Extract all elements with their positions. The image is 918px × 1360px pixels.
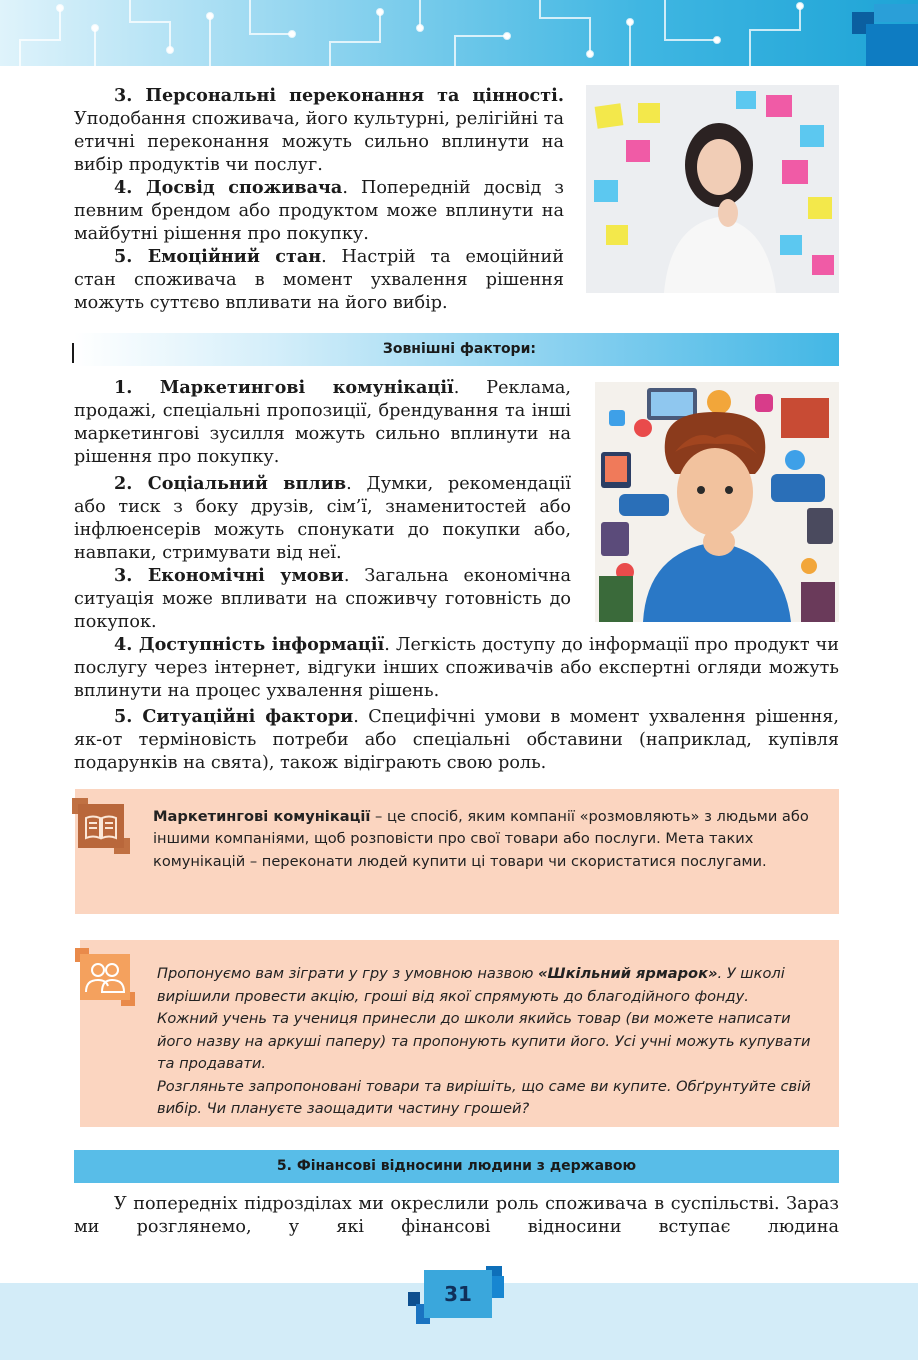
external-factors-label: Зовнішні фактори: xyxy=(382,341,536,357)
factor-text: . Настрій та емоційний стан споживача в момент ухвалення рішення можуть суттєво впливати на його вибір. xyxy=(74,247,564,313)
section-intro: У попередніх підрозділах ми окреслили роль споживача в суспільстві. Зараз ми розглянемо, у які фінансові відносини вступає людина xyxy=(74,1194,839,1237)
activity-question: Розгляньте запропоновані товари та вирішіть, що саме ви купите. Обґрунтуйте свій вибір. Чи плануєте заощадити частину грошей? xyxy=(157,1077,811,1117)
section-heading xyxy=(74,1150,839,1183)
factor-text: . Специфічні умови в момент ухвалення рішення, як-от терміновість потреби або спеціальні обставини (наприклад, купівля подарунків на свята), також відіграють свою роль. xyxy=(74,707,839,773)
page-number: 31 xyxy=(444,1282,472,1306)
activity-intro: Пропонуємо вам зіграти у гру з умовною назвою «Шкільний ярмарок». У школі вирішили провести акцію, гроші від якої спрямують до благодійного фонду. Кожний учень та учениця принесли до школи якийсь товар (ви можете написати його назву на аркуші паперу) та пропонують купити його. Усі учні можуть купувати та продавати. xyxy=(157,965,811,1072)
top-banner xyxy=(0,0,918,66)
definition-icon-frame xyxy=(72,798,130,854)
definition-body: – це спосіб, яким компанії «розмовляють» з людьми або іншими компаніями, щоб розповісти про свої товари або послуги. Мета таких комунікацій – переконати людей купити ці товари чи скористатися послугами. xyxy=(153,808,809,870)
section-heading-label: 5. Фінансові відносини людини з державою xyxy=(276,1158,637,1174)
activity-body: У школі вирішили провести акцію, гроші від якої спрямують до благодійного фонду. Кожний учень та учениця принесли до школи якийсь товар (ви можете написати його назву на аркуші паперу) та пропонують купити його. Усі учні можуть купувати та продавати. xyxy=(157,965,811,1072)
factor-title: 3. Економічні умови xyxy=(114,565,344,586)
external-factor-5 xyxy=(74,705,839,775)
internal-factor-3 xyxy=(74,84,564,177)
game-name: «Шкільний ярмарок» xyxy=(538,965,718,982)
heading-marker xyxy=(72,343,74,363)
external-factor-4 xyxy=(74,633,839,703)
factor-text: . Загальна економічна ситуація може впливати на споживчу готовність до покупок. xyxy=(74,566,571,632)
factor-title: 1. Маркетингові комунікації xyxy=(114,377,454,398)
photo-boy-social-media xyxy=(595,382,839,622)
internal-factor-4 xyxy=(74,176,564,246)
factor-title: 4. Досвід споживача xyxy=(114,177,343,198)
factor-title: 2. Соціальний вплив xyxy=(114,473,347,494)
definition-term: Маркетингові комунікації xyxy=(153,808,371,825)
factor-text: Уподобання споживача, його культурні, релігійні та етичні переконання можуть сильно вплинути на вибір продуктів чи послуг. xyxy=(74,109,564,175)
people-group-icon xyxy=(80,954,130,1000)
factor-title: 5. Емоційний стан xyxy=(114,246,322,267)
factor-title: 5. Ситуаційні фактори xyxy=(114,706,354,727)
boy-illustration xyxy=(595,382,839,622)
external-factors-heading xyxy=(74,333,839,366)
factor-text: . Думки, рекомендації або тиск з боку друзів, сім’ї, знаменитостей або інфлюенсерів можуть спонукати до покупки або, навпаки, стримувати від неї. xyxy=(74,474,571,563)
circuit-pattern xyxy=(0,0,918,66)
book-icon xyxy=(78,804,124,848)
external-factor-1 xyxy=(74,376,571,469)
external-factor-3 xyxy=(74,564,571,634)
activity-text xyxy=(157,963,813,1121)
factor-text: . Легкість доступу до інформації про продукт чи послугу через інтернет, відгуки інших споживачів або експертні огляди можуть вплинути на процес ухвалення рішень. xyxy=(74,635,839,701)
photo-woman-sticky-notes xyxy=(586,85,839,293)
photo-woman-illustration xyxy=(586,85,839,293)
factor-title: 3. Персональні переконання та цінності. xyxy=(114,85,564,106)
factor-title: 4. Доступність інформації xyxy=(114,634,385,655)
definition-text xyxy=(153,806,813,873)
page-number-badge xyxy=(408,1262,504,1328)
external-factor-2 xyxy=(74,472,571,565)
factor-text: . Попередній досвід з певним брендом або продуктом може вплинути на майбутні рішення про покупку. xyxy=(74,178,564,244)
activity-icon-frame xyxy=(75,948,137,1006)
factor-text: . Реклама, продажі, спеціальні пропозиції, брендування та інші маркетингові зусилля можуть сильно вплинути на рішення про покупку. xyxy=(74,378,571,467)
internal-factor-5 xyxy=(74,245,564,315)
